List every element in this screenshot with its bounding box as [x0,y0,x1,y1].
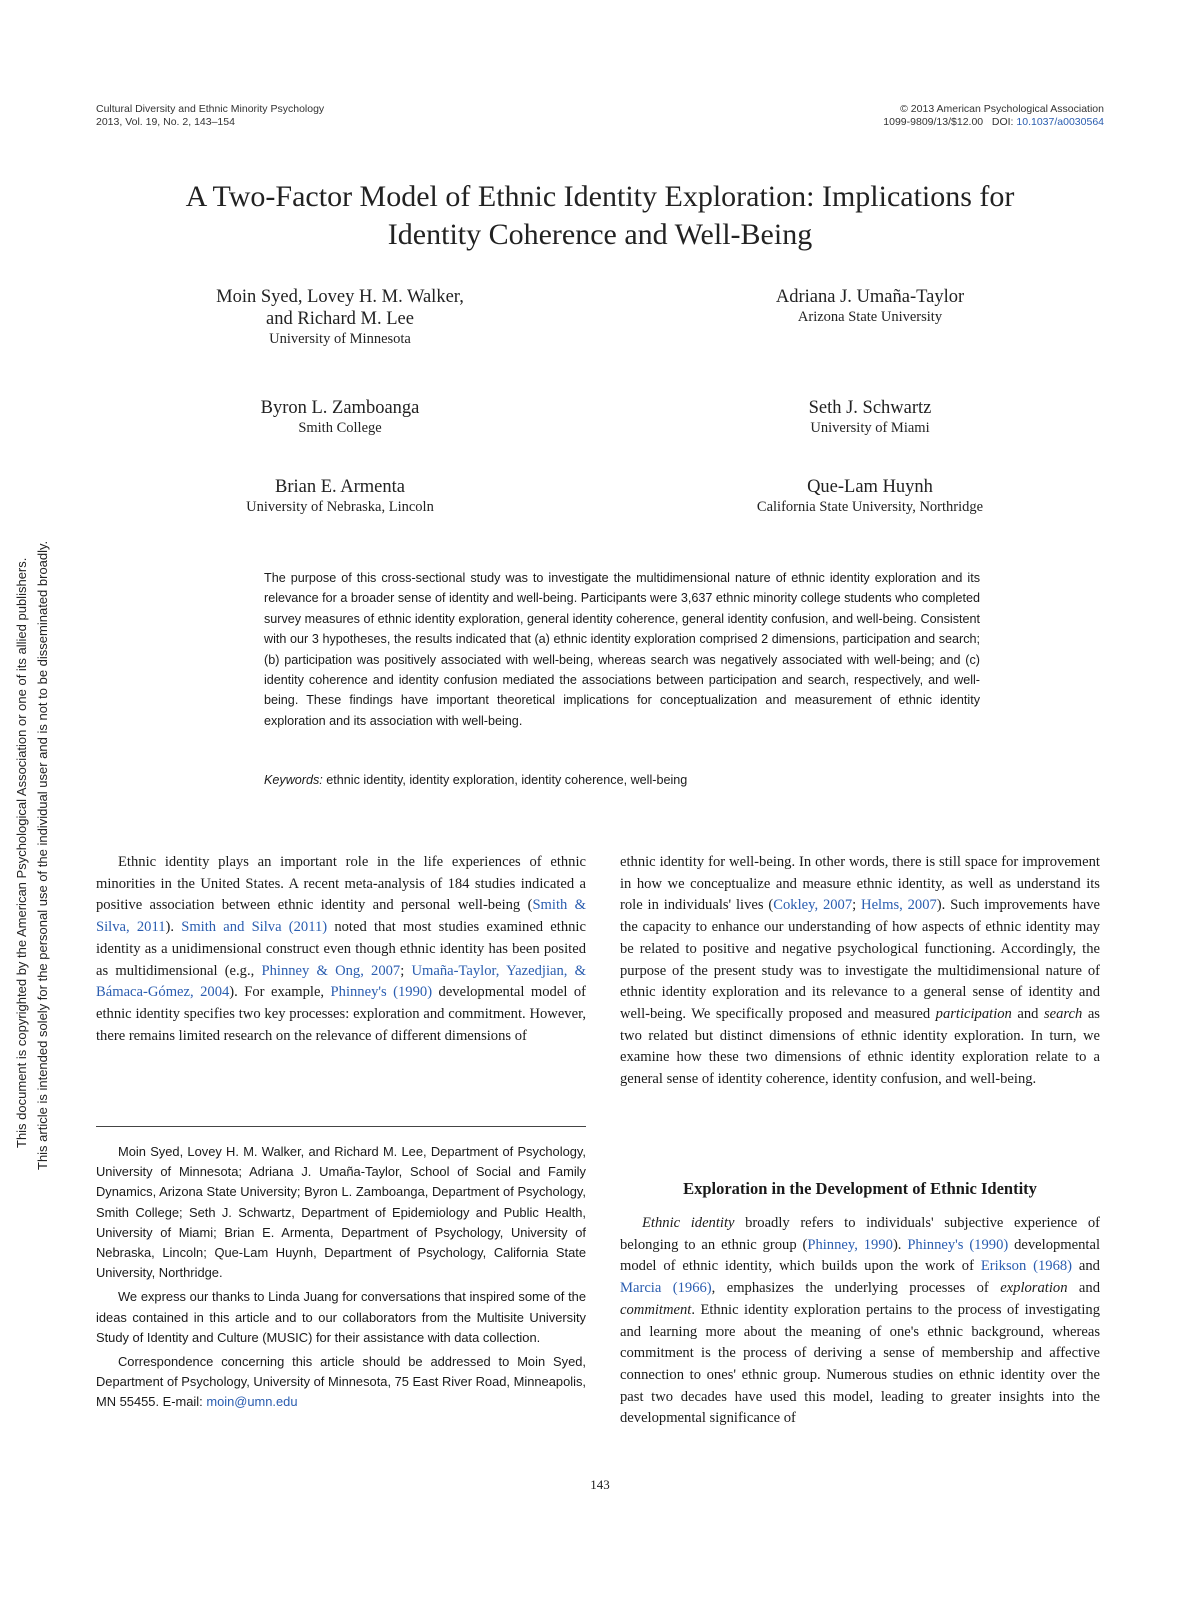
title-line-2: Identity Coherence and Well-Being [387,218,813,251]
author-note [96,1142,586,1417]
text: ethnic identity for well-being. In other words, there is still space for improvement in how we conceptualize and measure ethnic identity, as well as understand its role in individuals' lives ( [620,854,1100,914]
intro-paragraph [96,852,586,1047]
citation-link[interactable]: Phinney, 1990 [807,1236,893,1253]
italic-term: participation [935,1005,1012,1022]
issn-doi-line [883,116,1104,129]
citation-link[interactable]: Umaña-Taylor, Yazedjian, & Bámaca-Gómez, 2004 [96,962,586,1001]
title-line-1: A Two-Factor Model of Ethnic Identity Exploration: Implications for [185,180,1015,213]
text: ; [400,962,412,979]
text: ). Such improvements have the capacity to enhance our understanding of how aspects of ethnic identity may be related to positive and negative psychological functioning. Accordingly, the purpose of the present study was to investigate the multidimensional nature of ethnic identity exploration and its relevance to a general sense of identity and well-being. We specifically proposed and measured [620,897,1101,1022]
keywords-text: ethnic identity, identity exploration, identity coherence, well-being [326,773,688,787]
author-names: Moin Syed, Lovey H. M. Walker, [216,287,464,307]
paragraph-continued [620,852,1100,1091]
text: as two related but distinct dimensions of ethnic identity exploration. In turn, we examine how these two dimensions of ethnic identity exploration relate to a general sense of identity coherence, identity confusion, and well-being. [620,1005,1100,1088]
issn: 1099-9809/13/$12.00 [883,116,984,128]
citation-link[interactable]: Phinney & Ong, 2007 [261,962,401,979]
left-column-body [96,852,586,1047]
author-block-6 [680,476,1060,516]
italic-term: exploration [1000,1280,1068,1297]
author-name: Byron L. Zamboanga [260,398,420,418]
abstract: The purpose of this cross-sectional study was to investigate the multidimensional nature of ethnic identity exploration and its relevance for a broader sense of identity and well-being. Participants were 3,637 ethnic minority college students who completed survey measures of ethnic identity exploration, general identity coherence, general identity confusion, and well-being. Consistent with our 3 hypotheses, the results indicated that (a) ethnic identity exploration comprised 2 dimensions, participation and search; (b) participation was positively associated with well-being, whereas search was negatively associated with well-being; and (c) identity coherence and identity confusion mediated the associations between participation and search, respectively, and well-being. These findings have important theoretical implications for conceptualization and measurement of ethnic identity exploration and its association with well-being. [264,571,980,728]
keywords [264,773,687,787]
text: ). [892,1236,908,1253]
journal-name: Cultural Diversity and Ethnic Minority Psychology [96,103,325,115]
text: ). [165,919,182,936]
journal-header-right [883,103,1104,129]
citation-link[interactable]: Cokley, 2007 [773,897,853,914]
text: noted that most studies examined ethnic identity as a unidimensional construct even though ethnic identity has been posited as multidimensional (e.g., [96,919,586,979]
text: developmental model of ethnic identity specifies two key processes: exploration and commitment. However, there remains limited research on the relevance of different dimensions of [96,984,586,1044]
author-block-5 [150,476,530,516]
email-link[interactable]: moin@umn.edu [206,1394,298,1410]
side-copyright-notice-line-2: This article is intended solely for the personal use of the individual user and is not to be disseminated broadly. [35,540,50,1170]
citation-link[interactable]: Phinney's (1990) [330,984,433,1001]
text: ; [852,897,862,914]
author-affiliation: California State University, Northridge [756,499,984,515]
citation-link[interactable]: Smith and Silva (2011) [181,919,328,936]
author-affiliation: Smith College [298,420,382,436]
doi-link[interactable]: 10.1037/a0030564 [1016,116,1104,128]
footnote-divider [96,1126,586,1127]
italic-term: commitment [620,1301,692,1318]
author-affiliation: University of Nebraska, Lincoln [246,499,434,515]
author-affiliation: University of Minnesota [269,331,411,347]
journal-volume: 2013, Vol. 19, No. 2, 143–154 [96,116,235,128]
italic-term: Ethnic identity [642,1215,735,1231]
side-copyright-notice-line-1: This document is copyrighted by the American Psychological Association or one of its allied publishers. [14,557,29,1148]
author-block-3 [150,397,530,437]
doi-label: DOI: [991,116,1014,128]
text: Correspondence concerning this article should be addressed to Moin Syed, Department of Psychology, University of Minnesota, 75 East River Road, Minneapolis, MN 55455. E-mail: [96,1354,586,1410]
text: and [1072,1258,1100,1275]
journal-header-left [96,103,324,129]
author-affiliation: University of Miami [810,420,930,436]
citation-link[interactable]: Phinney's (1990) [907,1236,1009,1253]
italic-term: search [1043,1005,1083,1022]
author-name: Adriana J. Umaña-Taylor [775,287,965,307]
citation-link[interactable]: Smith & Silva, 2011 [96,897,587,936]
author-names-cont: and Richard M. Lee [266,309,414,329]
author-block-4 [680,397,1060,437]
keywords-label: Keywords: [264,773,323,787]
author-block-1 [150,286,530,348]
text: broadly refers to individuals' subjective experience of belonging to an ethnic group ( [620,1215,1101,1253]
author-name: Brian E. Armenta [275,477,405,497]
copyright-line: © 2013 American Psychological Association [900,103,1104,115]
citation-link[interactable]: Erikson (1968) [980,1258,1073,1275]
section-heading: Exploration in the Development of Ethnic Identity [683,1179,1037,1198]
author-name: Que-Lam Huynh [807,477,933,497]
page-number: 143 [590,1477,610,1492]
text: and [1067,1280,1100,1297]
article-title [100,178,1100,254]
text: . Ethnic identity exploration pertains to the process of investigating and learning more about the meaning of one's ethnic background, whereas commitment is the process of deriving a sense of membership and affective connection to ones' ethnic group. Numerous studies on ethnic identity over the past two decades have used this model, leading to greater insights into the developmental significance of [620,1301,1100,1427]
text: and [1011,1005,1044,1022]
section-paragraph [620,1213,1100,1430]
author-affiliation: Arizona State University [797,309,943,325]
text: ). For example, [229,984,331,1001]
citation-link[interactable]: Helms, 2007 [861,897,937,914]
citation-link[interactable]: Marcia (1966) [620,1280,712,1297]
author-note-acknowledgments: We express our thanks to Linda Juang for conversations that inspired some of the ideas contained in this article and to our collaborators from the Multisite University Study of Identity and Culture (MUSIC) for their assistance with data collection. [96,1289,586,1345]
right-column-section-body [620,1213,1100,1430]
text: , emphasizes the underlying processes of [711,1280,1001,1297]
right-column-body [620,852,1100,1091]
text: developmental model of ethnic identity, which builds upon the work of [620,1236,1101,1275]
text: Ethnic identity plays an important role in the life experiences of ethnic minorities in the United States. A recent meta-analysis of 184 studies indicated a positive association between ethnic identity and personal well-being ( [96,854,586,914]
author-block-2 [680,286,1060,326]
author-note-correspondence [96,1352,586,1413]
author-name: Seth J. Schwartz [808,398,932,418]
author-note-affiliations: Moin Syed, Lovey H. M. Walker, and Richard M. Lee, Department of Psychology, University of Minnesota; Adriana J. Umaña-Taylor, School of Social and Family Dynamics, Arizona State University; Byron L. Zamboanga, Department of Psychology, Smith College; Seth J. Schwartz, Department of Epidemiology and Public Health, University of Miami; Brian E. Armenta, Department of Psychology, University of Nebraska, Lincoln; Que-Lam Huynh, Department of Psychology, California State University, Northridge. [96,1144,586,1281]
